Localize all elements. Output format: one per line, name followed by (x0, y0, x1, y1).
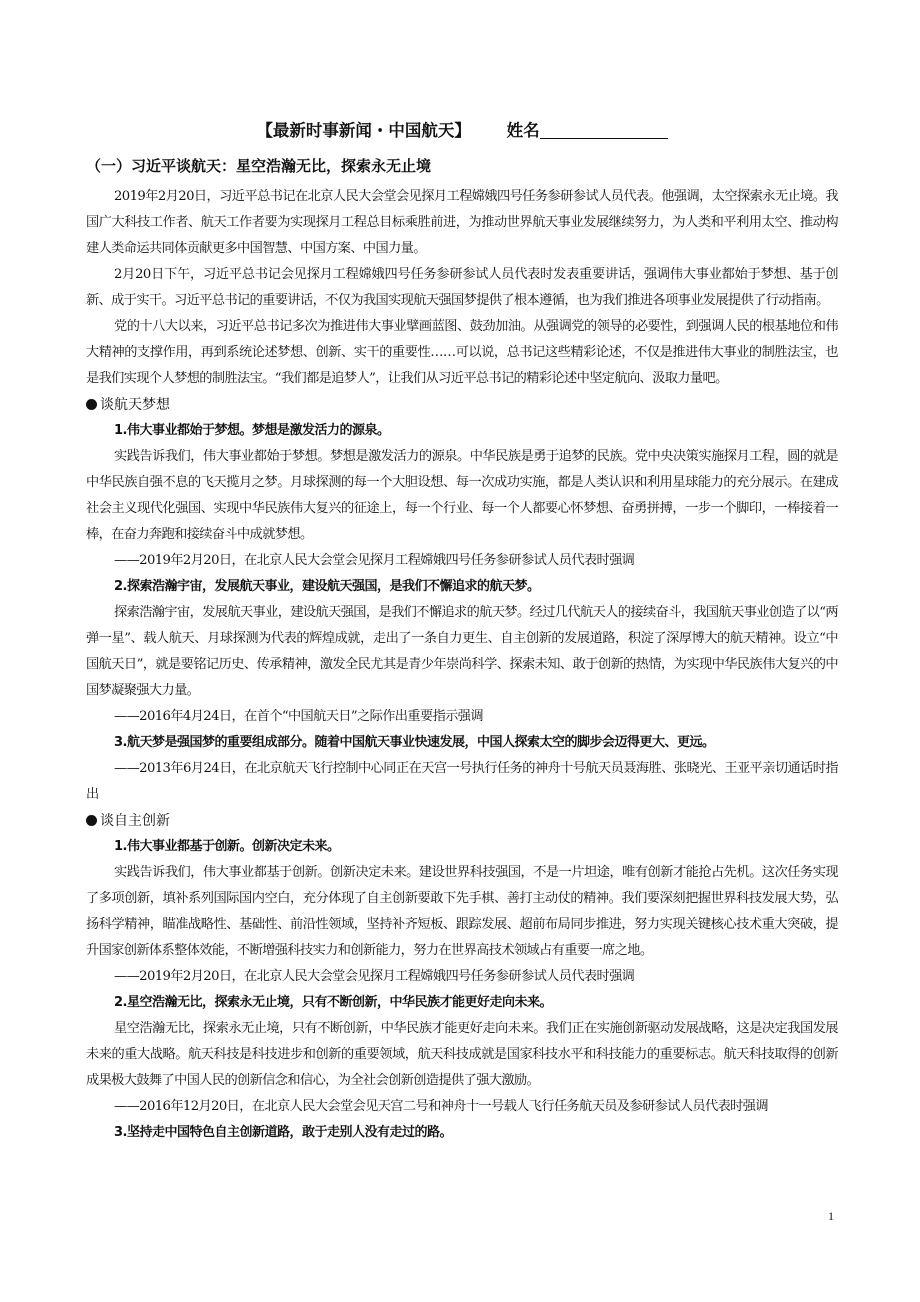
dream-point-1-title: 1.伟大事业都始于梦想。梦想是激发活力的源泉。 (114, 423, 390, 438)
dream-heading (86, 392, 838, 418)
dream-point-2-source: ——2016年4月24日，在首个“中国航天日”之际作出重要指示强调 (114, 709, 483, 724)
document-title: 【最新时事新闻・中国航天】 (256, 121, 471, 140)
dream-point-1-source: ——2019年2月20日，在北京人民大会堂会见探月工程嫦娥四号任务参研参试人员代表时强调 (114, 553, 635, 568)
dream-heading-text: 谈航天梦想 (100, 397, 170, 413)
dream-point-3-source: ——2013年6月24日，在北京航天飞行控制中心同正在天宫一号执行任务的神舟十号航天员聂海胜、张晓光、王亚平亲切通话时指出 (86, 761, 838, 802)
intro-paragraph-3: 党的十八大以来，习近平总书记多次为推进伟大事业擘画蓝图、鼓劲加油。从强调党的领导的必要性，到强调人民的根基地位和伟大精神的支撑作用，再到系统论述梦想、创新、实干的重要性……可以说，总书记这些精彩论述，不仅是推进伟大事业的制胜法宝，也是我们实现个人梦想的制胜法宝。“我们都是追梦人”，让我们从习近平总书记的精彩论述中坚定航向、汲取力量吧。 (86, 319, 838, 386)
name-label: 姓名 (506, 121, 540, 140)
bullet-dot-icon (86, 815, 97, 826)
dream-point-2-title: 2.探索浩瀚宇宙，发展航天事业，建设航天强国，是我们不懈追求的航天梦。 (114, 579, 540, 594)
innovation-point-1-source: ——2019年2月20日，在北京人民大会堂会见探月工程嫦娥四号任务参研参试人员代表时强调 (114, 969, 635, 984)
innovation-point-2-body: 星空浩瀚无比，探索永无止境，只有不断创新，中华民族才能更好走向未来。我们正在实施创新驱动发展战略，这是决定我国发展未来的重大战略。航天科技是科技进步和创新的重要领域，航天科技成就是国家科技水平和科技能力的重要标志。航天科技取得的创新成果极大鼓舞了中国人民的创新信念和信心，为全社会创新创造提供了强大激励。 (86, 1021, 838, 1088)
intro-paragraph-2: 2月20日下午，习近平总书记会见探月工程嫦娥四号任务参研参试人员代表时发表重要讲话，强调伟大事业都始于梦想、基于创新、成于实干。习近平总书记的重要讲话，不仅为我国实现航天强国梦提供了根本遵循，也为我们推进各项事业发展提供了行动指南。 (86, 267, 838, 308)
innovation-point-3-title: 3.坚持走中国特色自主创新道路，敢于走别人没有走过的路。 (114, 1125, 452, 1140)
section-heading: （一）习近平谈航天：星空浩瀚无比，探索永无止境 (86, 157, 432, 175)
innovation-point-2-source: ——2016年12月20日，在北京人民大会堂会见天宫二号和神舟十一号载人飞行任务航天员及参研参试人员代表时强调 (114, 1099, 768, 1114)
innovation-point-1-body: 实践告诉我们，伟大事业都基于创新。创新决定未来。建设世界科技强国，不是一片坦途，唯有创新才能抢占先机。这次任务实现了多项创新，填补系列国际国内空白，充分体现了自主创新要敢下先手棋、善打主动仗的精神。我们要深刻把握世界科技发展大势，弘扬科学精神，瞄准战略性、基础性、前沿性领域，坚持补齐短板、跟踪发展、超前布局同步推进，努力实现关键核心技术重大突破，提升国家创新体系整体效能，不断增强科技实力和创新能力，努力在世界高技术领域占有重要一席之地。 (86, 865, 838, 958)
dream-point-1-body: 实践告诉我们，伟大事业都始于梦想。梦想是激发活力的源泉。中华民族是勇于追梦的民族。党中央决策实施探月工程，圆的就是中华民族自强不息的飞天揽月之梦。月球探测的每一个大胆设想、每一次成功实施，都是人类认识和利用星球能力的充分展示。在建成社会主义现代化强国、实现中华民族伟大复兴的征途上，每一个行业、每一个人都要心怀梦想、奋勇拼搏，一步一个脚印，一棒接着一棒，在奋力奔跑和接续奋斗中成就梦想。 (86, 449, 838, 542)
intro-paragraph-1: 2019年2月20日，习近平总书记在北京人民大会堂会见探月工程嫦娥四号任务参研参试人员代表。他强调，太空探索永无止境。我国广大科技工作者、航天工作者要为实现探月工程总目标乘胜前进，为推动世界航天事业发展继续努力，为人类和平利用太空、推动构建人类命运共同体贡献更多中国智慧、中国方案、中国力量。 (86, 189, 838, 256)
innovation-heading (86, 808, 838, 834)
innovation-heading-text: 谈自主创新 (100, 813, 170, 829)
innovation-point-1-title: 1.伟大事业都基于创新。创新决定未来。 (114, 839, 340, 854)
document-header (86, 118, 838, 144)
bullet-dot-icon (86, 399, 97, 410)
page-content (86, 118, 838, 1146)
dream-point-3-title: 3.航天梦是强国梦的重要组成部分。随着中国航天事业快速发展，中国人探索太空的脚步会迈得更大、更远。 (114, 735, 715, 750)
name-blank (540, 120, 668, 139)
dream-point-2-body: 探索浩瀚宇宙，发展航天事业，建设航天强国，是我们不懈追求的航天梦。经过几代航天人的接续奋斗，我国航天事业创造了以“两弹一星”、载人航天、月球探测为代表的辉煌成就，走出了一条自力更生、自主创新的发展道路，积淀了深厚博大的航天精神。设立“中国航天日”，就是要铭记历史、传承精神，激发全民尤其是青少年崇尚科学、探索未知、敢于创新的热情，为实现中华民族伟大复兴的中国梦凝聚强大力量。 (86, 605, 838, 698)
innovation-point-2-title: 2.星空浩瀚无比，探索永无止境，只有不断创新，中华民族才能更好走向未来。 (114, 995, 552, 1010)
page-number: 1 (828, 1209, 834, 1223)
